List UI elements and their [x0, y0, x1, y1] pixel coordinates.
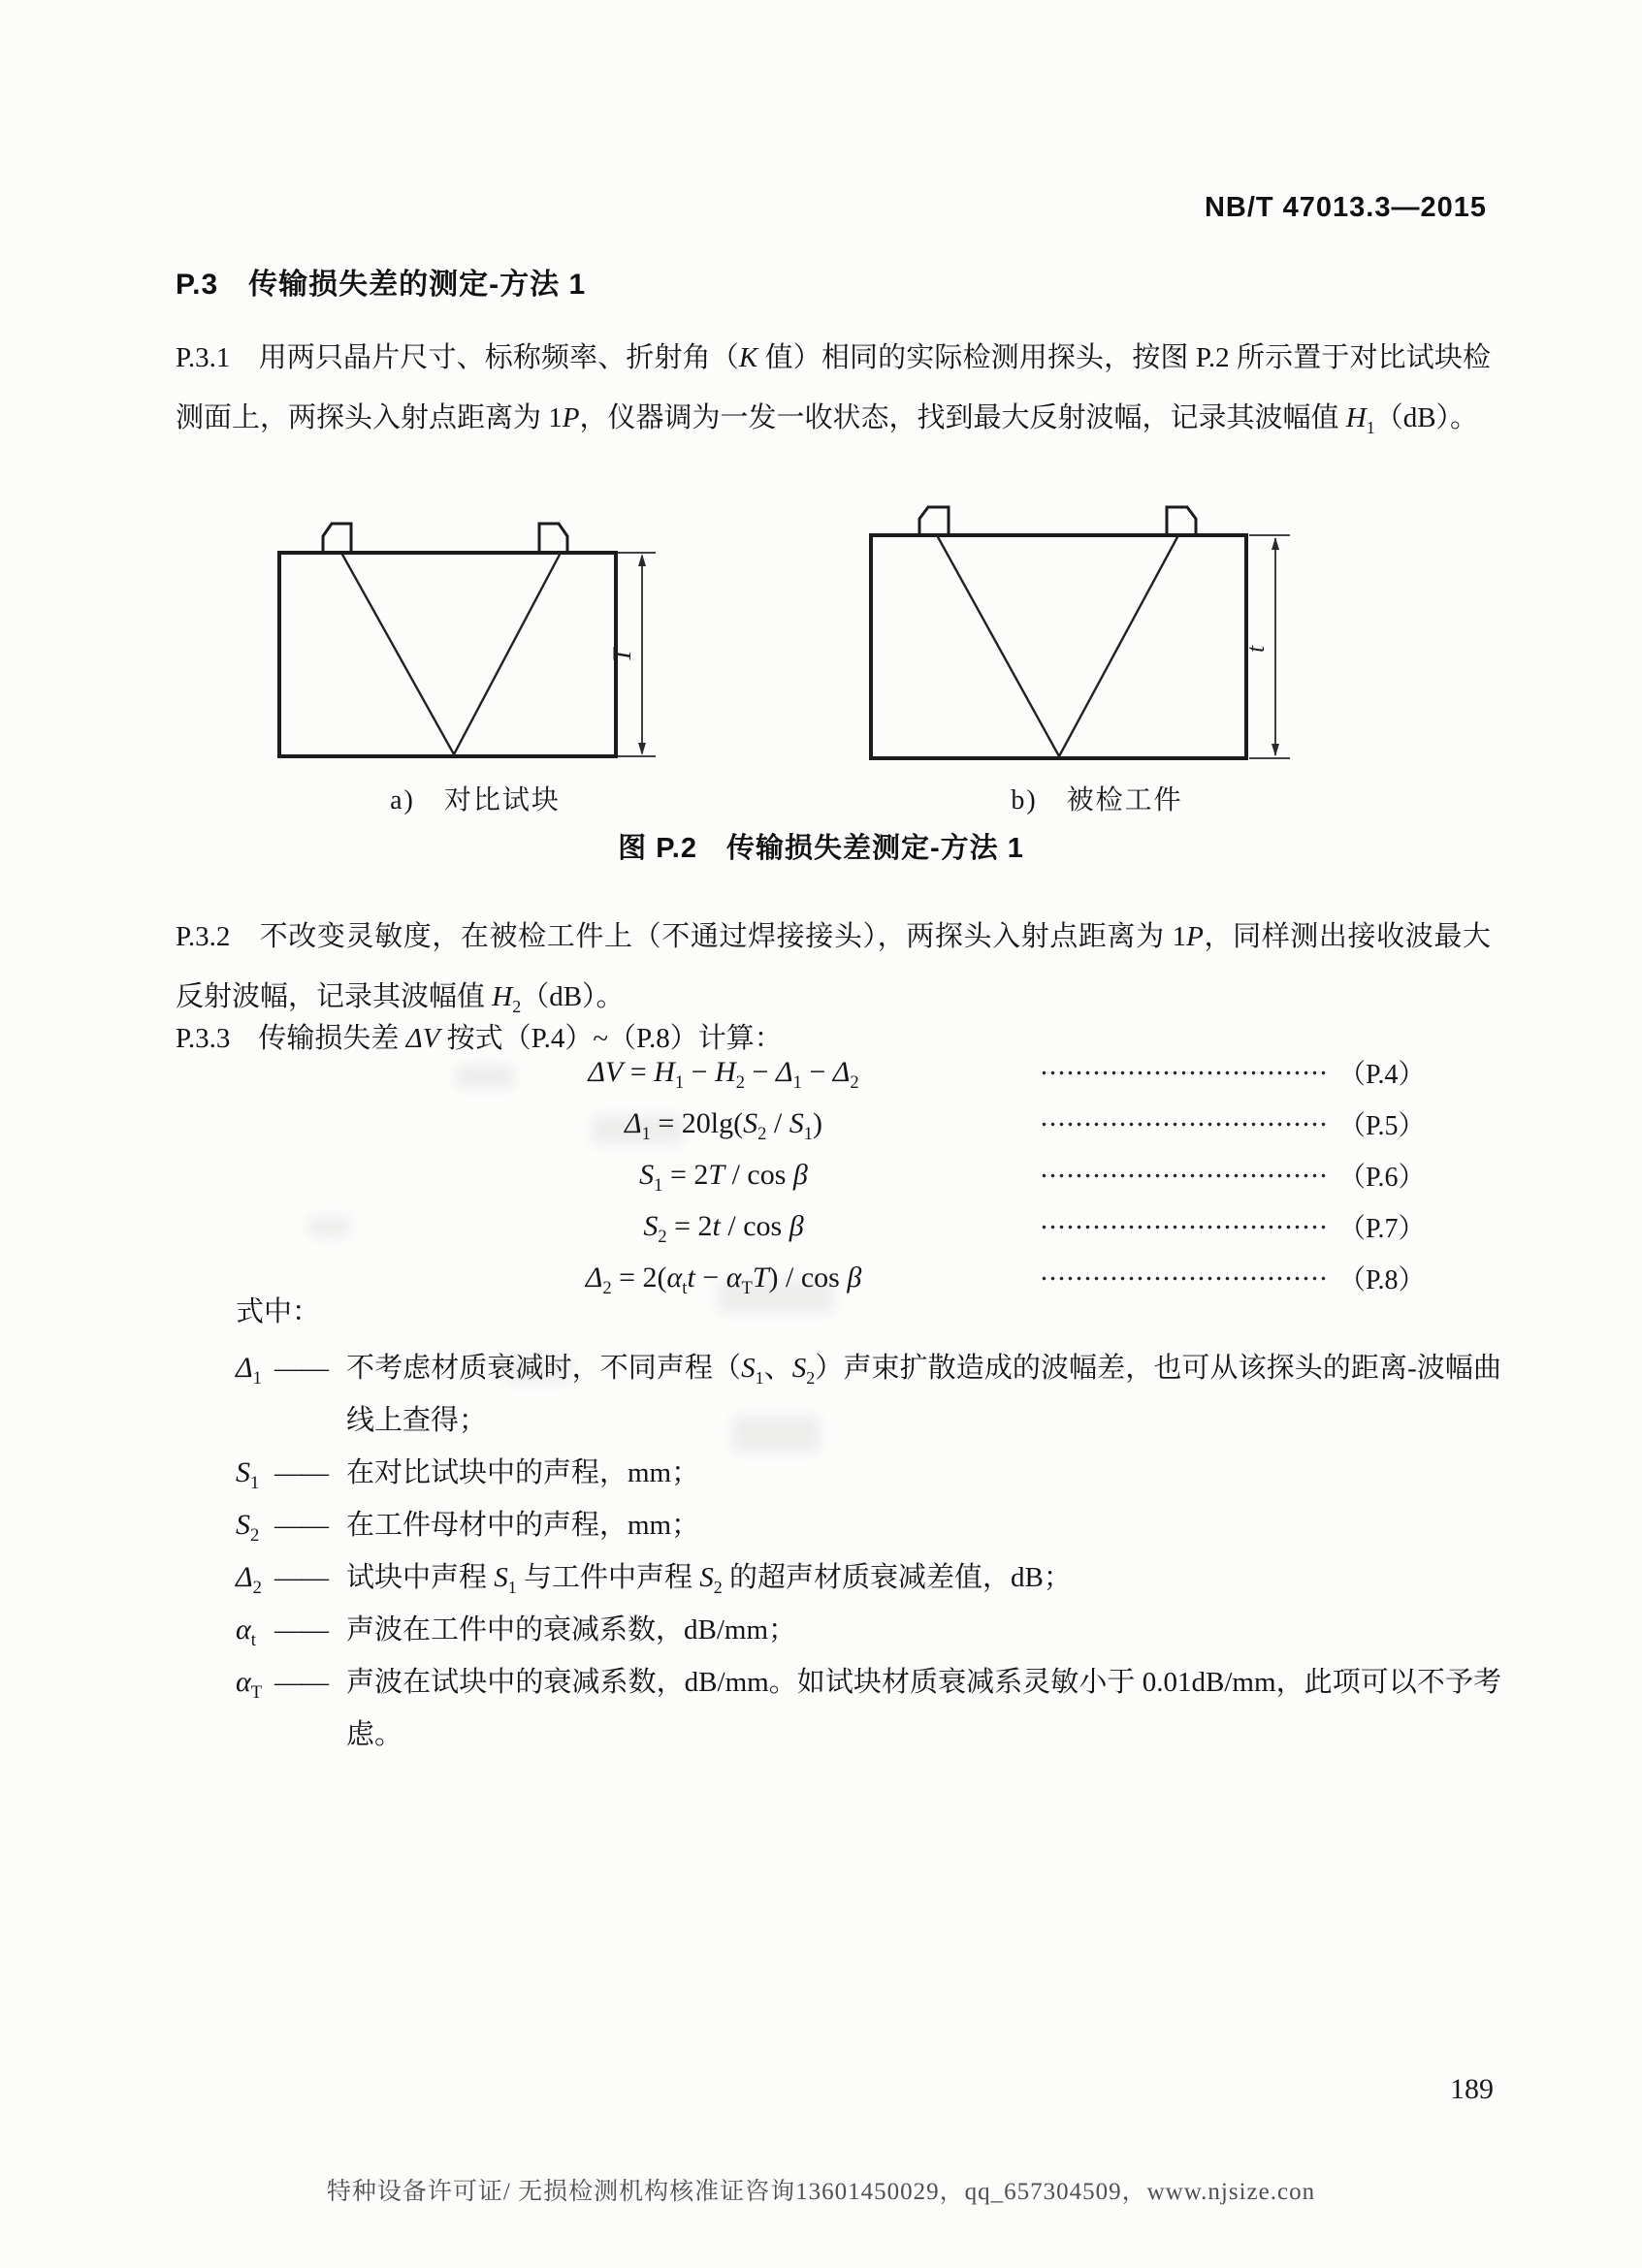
equation-formula: $\Delta_1 = 20\lg(S_2 / S_1)$ [624, 1107, 823, 1144]
subfigure-a-caption: a) 对比试块 [390, 785, 561, 815]
test-block-a [279, 524, 656, 756]
definition-symbol: $\alpha_T$ [236, 1666, 263, 1703]
definition-text: 试块中声程 $S_1$ 与工件中声程 $S_2$ 的超声材质衰减差值，dB； [346, 1562, 1072, 1597]
probe-icon [539, 524, 567, 553]
definition-row [236, 1604, 1501, 1656]
standard-number: NB/T 47013.3—2015 [1204, 192, 1487, 223]
equation-number: （P.6） [1338, 1163, 1426, 1193]
paragraph-p3-3: P.3.3 传输损失差 ΔV 按式（P.4）~（P.8）计算： [176, 1023, 783, 1054]
scan-artifact [592, 1115, 684, 1144]
workpiece-b [871, 507, 1290, 758]
equation-number: （P.5） [1338, 1111, 1426, 1141]
beam-path [341, 553, 561, 754]
scan-artifact [504, 1358, 572, 1383]
equation-list [407, 1052, 1435, 1309]
figure-caption: 图 P.2 传输损失差测定-方法 1 [618, 833, 1024, 864]
equation-number: （P.4） [1338, 1060, 1426, 1090]
scan-artifact [456, 1065, 514, 1088]
definition-dash: —— [274, 1353, 327, 1384]
arrow-down-icon [1272, 744, 1279, 756]
definition-text: 声波在试块中的衰减系数，dB/mm。如试块材质衰减系灵敏小于 0.01dB/mm，此项可以不予考虑。 [346, 1667, 1501, 1750]
arrow-down-icon [638, 743, 646, 755]
scan-artifact [308, 1217, 349, 1236]
definition-dash: —— [274, 1667, 327, 1698]
equation-row [407, 1155, 1435, 1196]
equation-row [407, 1103, 1435, 1144]
definition-row [236, 1656, 1501, 1761]
dimension-label-t: t [1241, 645, 1270, 653]
equation-leader-dots [1040, 1206, 1329, 1247]
equation-number: （P.7） [1338, 1214, 1426, 1244]
figure-p2 [175, 499, 1490, 824]
test-block-a-outline [279, 553, 616, 756]
section-heading: P.3 传输损失差的测定-方法 1 [176, 269, 587, 301]
definition-symbol: $S_1$ [236, 1456, 260, 1493]
probe-icon [323, 524, 351, 553]
definition-symbol: $\alpha_t$ [236, 1613, 256, 1650]
equation-number: （P.8） [1338, 1265, 1426, 1295]
symbol-definition-list [236, 1342, 1501, 1761]
definition-text: 在工件母材中的声程，mm； [346, 1510, 700, 1541]
paragraph-p3-2: P.3.2 不改变灵敏度，在被检工件上（不通过焊接接头），两探头入射点距离为 1P，同样测出接收波最大反射波幅，记录其波幅值 $H_2(dB)$。 [176, 921, 1491, 1016]
equation-leader-dots [1040, 1052, 1329, 1093]
equation-formula: $\Delta_2 = 2(\alpha_tt - \alpha_TT) / \cos \beta$ [585, 1262, 862, 1298]
equation-leader-dots [1040, 1103, 1329, 1144]
probe-icon [1167, 507, 1196, 535]
figure-p2-drawing [175, 499, 1490, 790]
page-number: 189 [1450, 2073, 1494, 2105]
equation-formula: $S_2 = 2t / \cos \beta$ [643, 1210, 804, 1247]
scan-artifact [718, 1280, 834, 1313]
dimension-t [1241, 535, 1290, 758]
definition-row [236, 1447, 1501, 1499]
definition-dash: —— [274, 1457, 327, 1488]
equation-row [407, 1258, 1435, 1298]
equation-row [407, 1206, 1435, 1247]
definition-text: 在对比试块中的声程，mm； [346, 1457, 700, 1488]
definition-row [236, 1551, 1501, 1604]
where-label: 式中： [236, 1296, 321, 1327]
equation-formula: $\Delta V = H_1 - H_2 - \Delta_1 - \Delta_2$ [588, 1056, 859, 1093]
paragraph-p3-1: P.3.1 用两只晶片尺寸、标称频率、折射角（K 值）相同的实际检测用探头，按图 P.2 所示置于对比试块检测面上，两探头入射点距离为 1P，仪器调为一发一收状态，找到最大反射波幅，记录其波幅值 $H_1(dB)$。 [176, 342, 1491, 437]
subfigure-b-caption: b) 被检工件 [1011, 785, 1183, 815]
definition-dash: —— [274, 1614, 327, 1645]
equation-leader-dots [1040, 1258, 1329, 1298]
arrow-up-icon [638, 554, 646, 566]
arrow-up-icon [1272, 537, 1279, 550]
probe-icon [919, 507, 949, 535]
definition-symbol: $S_2$ [236, 1509, 260, 1546]
equation-row [407, 1052, 1435, 1093]
definition-dash: —— [274, 1510, 327, 1541]
definition-row [236, 1499, 1501, 1551]
beam-path [937, 535, 1178, 756]
definition-symbol: $\Delta_2$ [236, 1561, 262, 1598]
definition-dash: —— [274, 1562, 327, 1593]
equation-leader-dots [1040, 1155, 1329, 1196]
equation-formula: $S_1 = 2T / \cos \beta$ [639, 1159, 808, 1196]
scan-artifact [732, 1416, 820, 1453]
definition-text: 不考虑材质衰减时，不同声程（$S_1$、$S_2$）声束扩散造成的波幅差，也可从该探头的距离-波幅曲线上查得； [346, 1353, 1501, 1436]
definition-row [236, 1342, 1501, 1447]
workpiece-b-outline [871, 535, 1246, 758]
footer-service-line: 特种设备许可证/ 无损检测机构核准证咨询13601450029，qq_657304509，www.njsize.con [326, 2179, 1316, 2205]
definition-symbol: $\Delta_1$ [236, 1352, 262, 1389]
definition-text: 声波在工件中的衰减系数，dB/mm； [346, 1614, 797, 1645]
dimension-label-T: T [608, 648, 636, 662]
